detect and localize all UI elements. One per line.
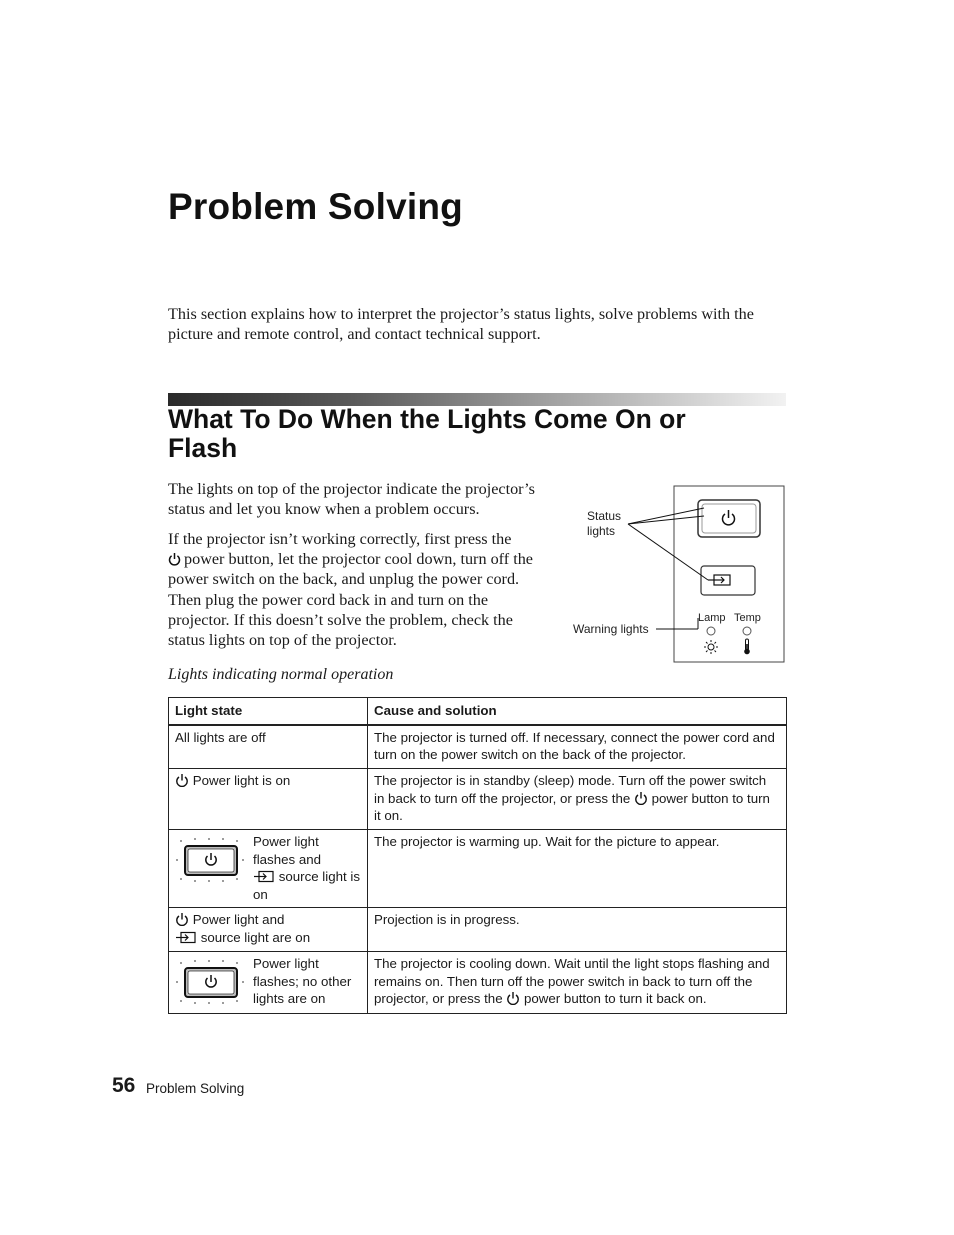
light-state-cell [169,830,368,908]
power-button-illustration [698,500,760,537]
power-icon [175,912,189,926]
solution-text-start: The projector is in standby (sleep) mode. Turn off the power switch in back to turn off the projector, or press the [374,773,767,806]
table-header-row [169,698,787,725]
solution-text-end: power button to turn it on. [374,790,770,823]
light-state-cell [169,769,368,830]
solution-text-start: The projector is cooling down. Wait until the light stops flashing and remains on. Then turn off the power switch in back to turn off the projector, or press the [374,956,770,1006]
temp-label: Temp [734,612,761,624]
page-number: 56 [112,1074,136,1097]
intro-paragraph: This section explains how to interpret the projector’s status lights, solve problems with the picture and remote control, and contact technical support. [168,305,754,343]
status-lights-label: Status [587,509,622,523]
solution-cell: Projection is in progress. [368,908,787,952]
source-button-illustration [701,566,755,595]
lights-table [168,697,787,1014]
lamp-label: Lamp [698,612,726,624]
lights-description: The lights on top of the projector indicate the projector’s status and let you know when a problem occurs. [168,480,535,519]
temp-light [743,627,751,635]
table-caption: Lights indicating normal operation [168,666,394,683]
status-lights-diagram [570,484,786,664]
light-state-text: Power light and [192,912,285,927]
light-state-text: Power light is on [192,773,291,788]
warning-lights-label: Warning lights [573,622,649,636]
light-state-cell: All lights are off [169,725,368,769]
flashing-power-light-icon [173,955,249,1009]
status-lights-label-2: lights [587,524,616,538]
lamp-light [707,627,715,635]
source-icon [253,870,275,883]
light-state-text: Power light flashes; no other lights are on [253,956,352,1006]
power-icon [175,773,189,787]
light-state-text-2: source light is on [253,869,360,902]
table-row [169,908,787,952]
header-cause-solution: Cause and solution [368,698,787,725]
light-state-text-2: source light are on [200,929,311,945]
instructions-start: If the projector isn’t working correctly, first press the [168,530,512,548]
power-icon [506,991,520,1005]
troubleshoot-instructions [168,529,553,650]
instructions-end: power button, let the projector cool down, turn off the power switch on the back, and unplug the power cord. Then plug the power cord back in and turn on the projector. If this doesn’t solve the problem, check the status lights on top of the projector. [168,550,533,650]
flashing-power-light-icon [173,833,249,887]
table-row [169,830,787,908]
light-state-cell [169,952,368,1014]
solution-cell [368,769,787,830]
power-icon [634,791,648,805]
solution-cell: The projector is turned off. If necessary, connect the power cord and turn on the power switch on the back of the projector. [368,725,787,769]
header-light-state: Light state [169,698,368,725]
table-row [169,952,787,1014]
power-icon [168,552,181,566]
light-state-cell [169,908,368,952]
table-row [169,769,787,830]
source-icon [175,931,197,944]
light-state-text: Power light flashes and [253,834,322,867]
footer-section-label: Problem Solving [146,1081,245,1096]
table-row [169,725,787,769]
section-title: What To Do When the Lights Come On or Flash [168,404,686,463]
page-title: Problem Solving [168,186,463,227]
solution-cell: The projector is warming up. Wait for the picture to appear. [368,830,787,908]
solution-text-end: power button to turn it back on. [524,991,707,1006]
solution-cell [368,952,787,1014]
